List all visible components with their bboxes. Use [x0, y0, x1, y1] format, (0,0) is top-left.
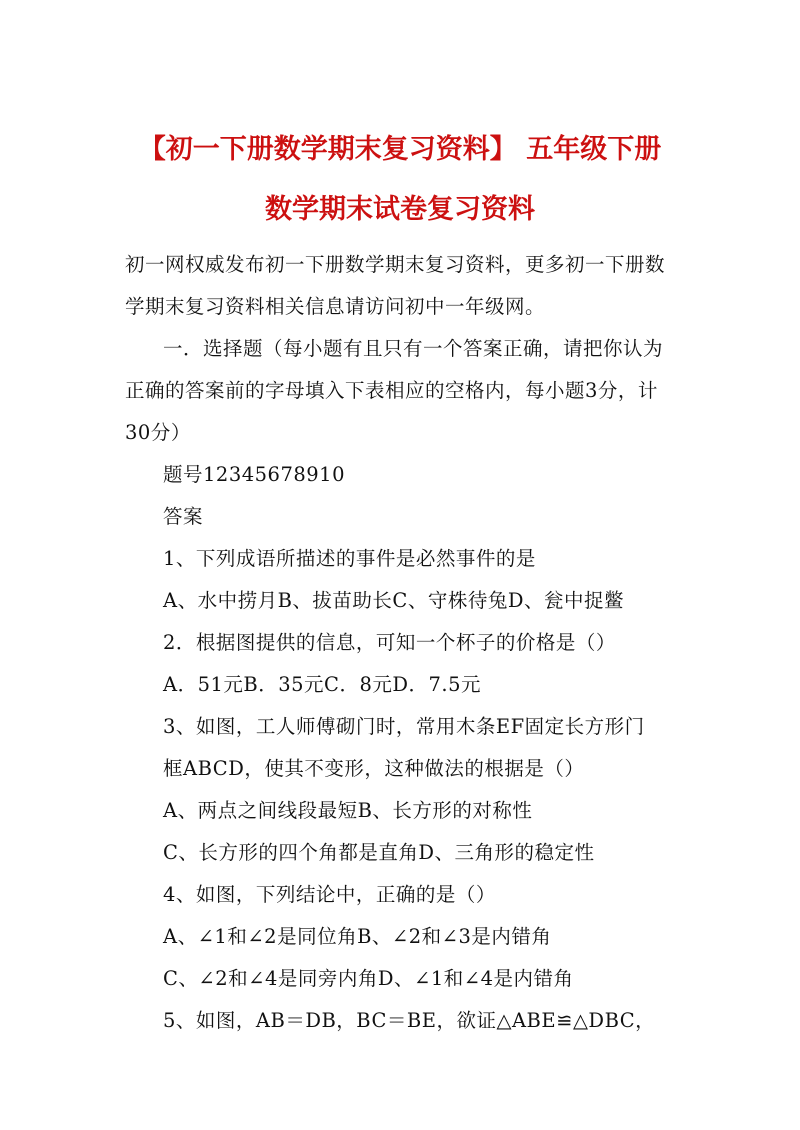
question-5: 5、如图，AB＝DB，BC＝BE，欲证△ABE≌△DBC，	[163, 1009, 656, 1032]
document-title-line-2: 数学期末试卷复习资料	[265, 194, 535, 225]
question-3-options-2: C、长方形的四个角都是直角D、三角形的稳定性	[163, 841, 595, 864]
question-2: 2．根据图提供的信息，可知一个杯子的价格是（）	[163, 631, 616, 654]
section-heading-line-1: 一．选择题（每小题有且只有一个答案正确，请把你认为	[163, 337, 664, 360]
document-title-line-1: 【初一下册数学期末复习资料】 五年级下册	[138, 134, 662, 165]
question-4-options-1: A、∠1和∠2是同位角B、∠2和∠3是内错角	[163, 925, 552, 948]
section-heading-line-3: 30分）	[125, 421, 191, 444]
answer-row: 答案	[163, 505, 204, 528]
question-3-line-2: 框ABCD，使其不变形，这种做法的根据是（）	[163, 757, 585, 780]
question-3-options-1: A、两点之间线段最短B、长方形的对称性	[163, 799, 533, 822]
question-4: 4、如图，下列结论中，正确的是（）	[163, 883, 496, 906]
question-number-row: 题号12345678910	[163, 463, 345, 486]
section-heading-line-2: 正确的答案前的字母填入下表相应的空格内，每小题3分，计	[125, 379, 658, 402]
question-1: 1、下列成语所描述的事件是必然事件的是	[163, 547, 536, 570]
question-2-options: A．51元B．35元C．8元D．7.5元	[163, 673, 482, 696]
intro-line-2: 学期末复习资料相关信息请访问初中一年级网。	[125, 295, 546, 318]
question-3-line-1: 3、如图，工人师傅砌门时，常用木条EF固定长方形门	[163, 715, 645, 738]
question-1-options: A、水中捞月B、拔苗助长C、守株待兔D、瓮中捉鳖	[163, 589, 624, 612]
question-4-options-2: C、∠2和∠4是同旁内角D、∠1和∠4是内错角	[163, 967, 574, 990]
intro-line-1: 初一网权威发布初一下册数学期末复习资料，更多初一下册数	[125, 253, 666, 276]
